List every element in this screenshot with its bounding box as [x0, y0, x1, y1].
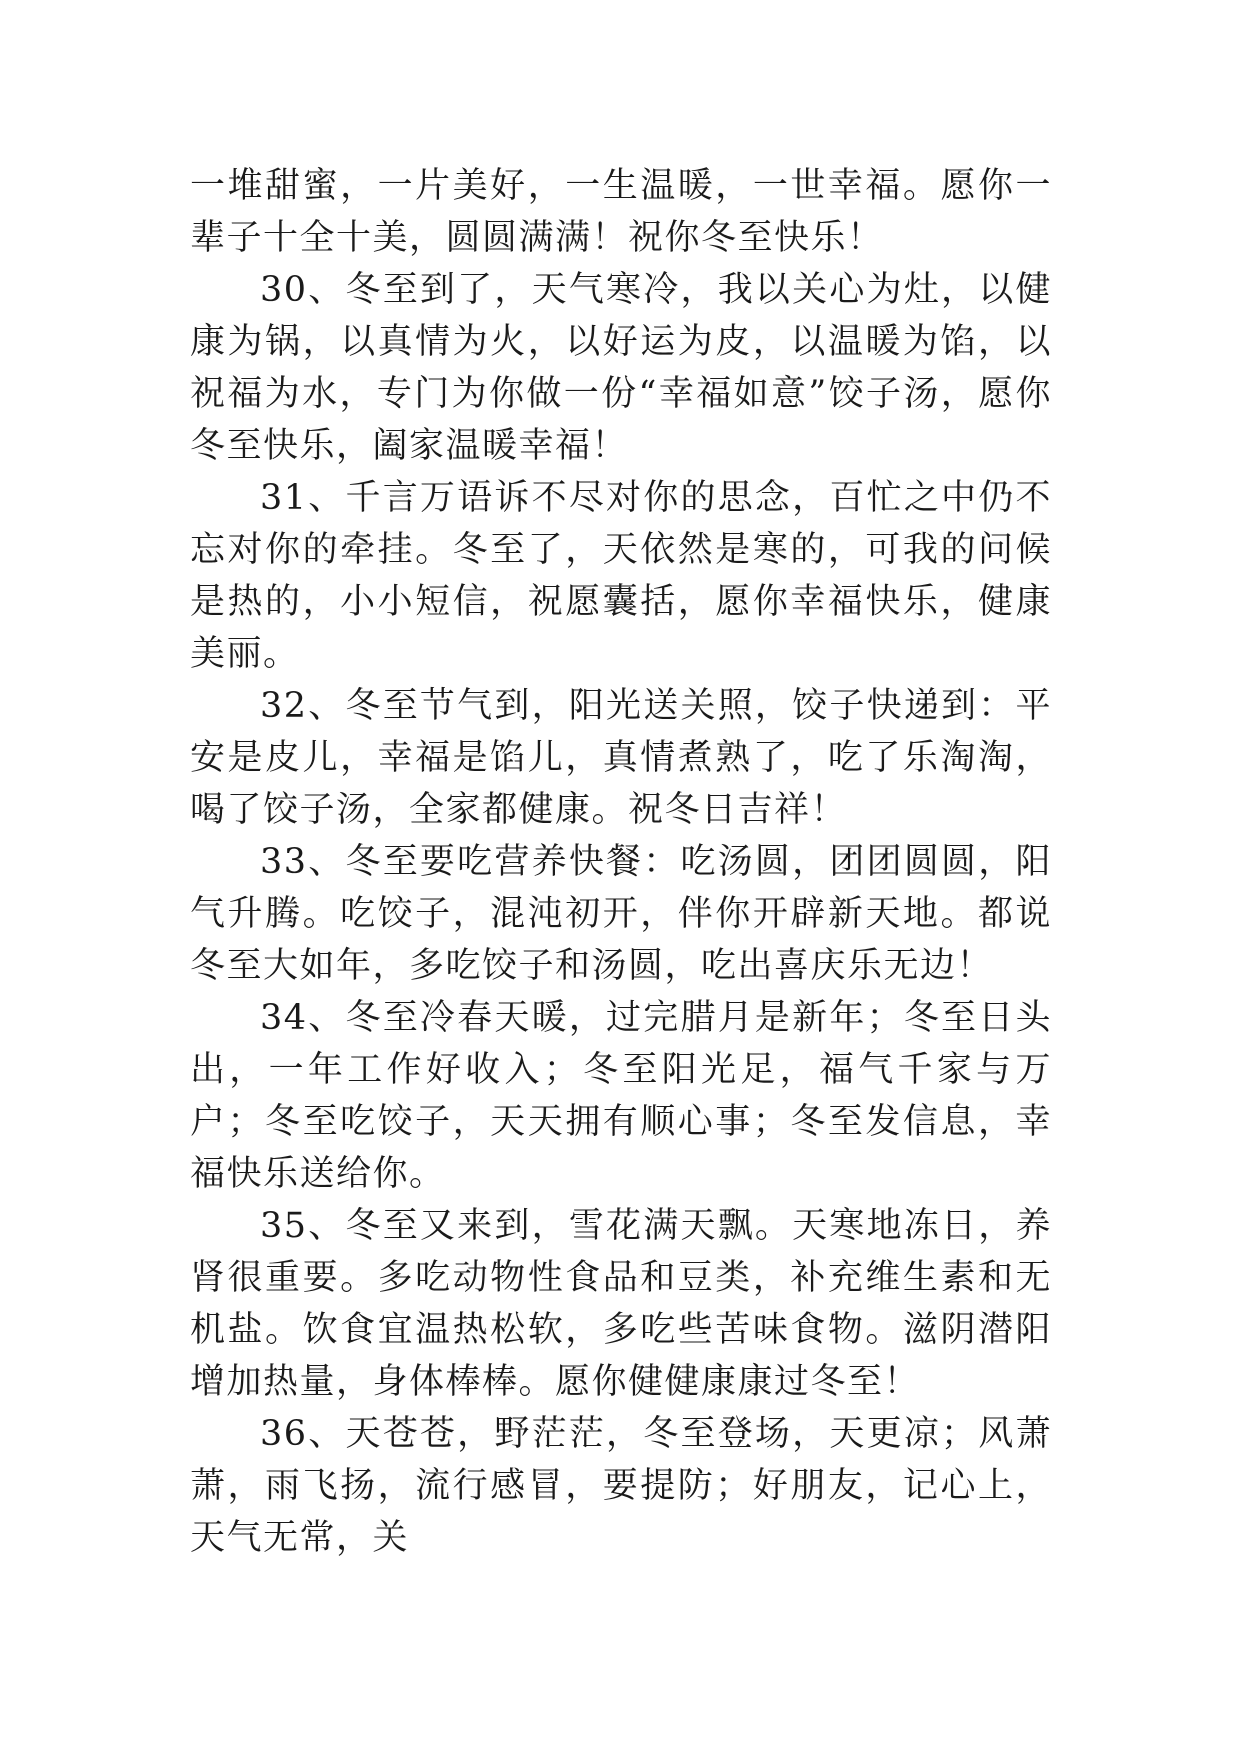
document-body	[190, 160, 1052, 1564]
paragraph-intro: 一堆甜蜜，一片美好，一生温暖，一世幸福。愿你一辈子十全十美，圆圆满满！祝你冬至快乐！	[190, 166, 1052, 258]
paragraph-31: 31、千言万语诉不尽对你的思念，百忙之中仍不忘对你的牵挂。冬至了，天依然是寒的，可我的问候是热的，小小短信，祝愿囊括，愿你幸福快乐，健康美丽。	[190, 478, 1052, 674]
paragraph-33: 33、冬至要吃营养快餐：吃汤圆，团团圆圆，阳气升腾。吃饺子，混沌初开，伴你开辟新天地。都说冬至大如年，多吃饺子和汤圆，吃出喜庆乐无边！	[190, 842, 1052, 986]
paragraph-35: 35、冬至又来到，雪花满天飘。天寒地冻日，养肾很重要。多吃动物性食品和豆类，补充维生素和无机盐。饮食宜温热松软，多吃些苦味食物。滋阴潜阳增加热量，身体棒棒。愿你健健康康过冬至！	[190, 1206, 1052, 1402]
paragraph-30: 30、冬至到了，天气寒冷，我以关心为灶，以健康为锅，以真情为火，以好运为皮，以温暖为馅，以祝福为水，专门为你做一份“幸福如意”饺子汤，愿你冬至快乐，阖家温暖幸福！	[190, 270, 1052, 466]
paragraph-34: 34、冬至冷春天暖，过完腊月是新年；冬至日头出，一年工作好收入；冬至阳光足，福气千家与万户；冬至吃饺子，天天拥有顺心事；冬至发信息，幸福快乐送给你。	[190, 998, 1052, 1194]
paragraph-36: 36、天苍苍，野茫茫，冬至登场，天更凉；风萧萧，雨飞扬，流行感冒，要提防；好朋友，记心上，天气无常，关	[190, 1414, 1052, 1558]
paragraph-32: 32、冬至节气到，阳光送关照，饺子快递到：平安是皮儿，幸福是馅儿，真情煮熟了，吃了乐淘淘，喝了饺子汤，全家都健康。祝冬日吉祥！	[190, 686, 1052, 830]
